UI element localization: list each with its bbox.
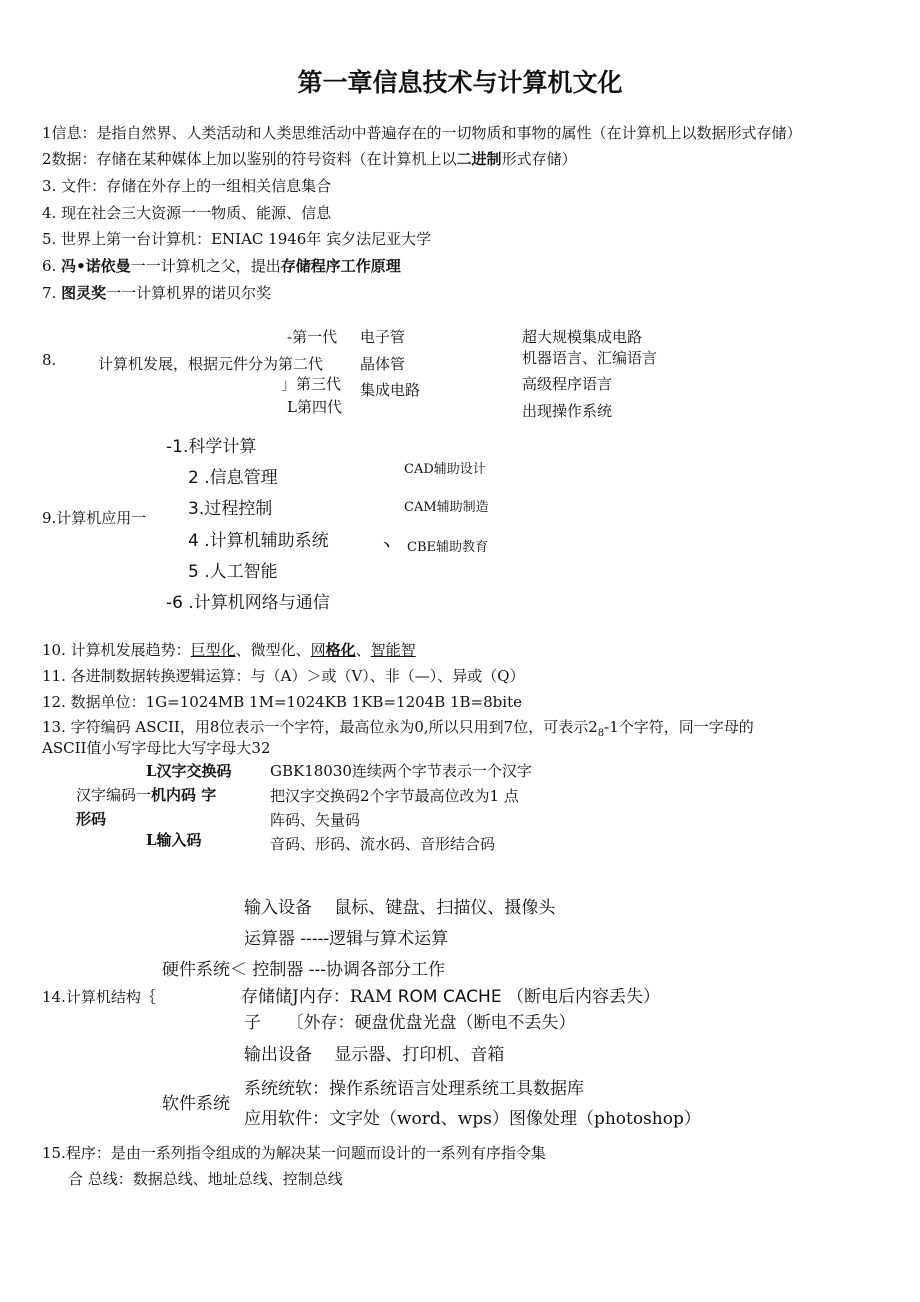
page-title: 第一章信息技术与计算机文化 [297, 68, 623, 97]
hanzi-lead-a: 汉字编码一 [76, 786, 152, 804]
s9-app2: 2 .信息管理 [188, 468, 278, 488]
s10-net-b: 格化 [325, 641, 356, 659]
s14-hw: 硬件系统＜ 控制器 ---协调各部分工作 [162, 960, 446, 980]
s8-gen4: L第四代 [287, 398, 342, 416]
s15-line1: 15.程序：是由一系列指令组成的为解决某一问题而设计的一系列有序指令集 [42, 1144, 546, 1162]
s14-mem [241, 989, 660, 1006]
s10-giant: 巨型化 [190, 641, 236, 659]
s14-input: 输入设备 鼠标、键盘、扫描仪、摄像头 [244, 898, 556, 918]
s12: 12. 数据单位：1G=1024MB 1M=1024KB 1KB=1204B 1B=8bite [42, 693, 522, 711]
item-5: 5. 世界上第一台计算机：ENIAC 1946年 宾夕法尼亚大学 [42, 230, 432, 248]
hanzi-val1: GBK18030连续两个字节表示一个汉字 [270, 762, 532, 780]
s14-output: 输出设备 显示器、打印机、音箱 [244, 1045, 505, 1065]
s8-right2: 机器语言、汇编语言 [522, 349, 658, 367]
s8-comp2: 晶体管 [360, 355, 406, 373]
item-2-tail: 形式存储） [501, 150, 577, 168]
hanzi-val3: 阵码、矢量码 [270, 811, 361, 829]
item-7-text: 一一计算机界的诺贝尔奖 [106, 284, 272, 302]
s8-lead: 计算机发展，根据元件分为第二代 [98, 355, 324, 373]
item-7-num: 7. [42, 284, 62, 302]
hanzi-lead [76, 788, 216, 803]
item-7 [42, 286, 271, 301]
s10-smart: 智能智 [370, 641, 416, 659]
s9-cbe: CBE辅助教育 [407, 540, 488, 555]
s9-app5: 5 .人工智能 [188, 562, 278, 582]
item-6 [42, 259, 401, 274]
hanzi-lead-c: 形码 [76, 810, 107, 828]
item-6-num: 6. [42, 257, 62, 275]
s8-right4: 出现操作系统 [522, 402, 613, 420]
s13-text-b: -1个字符，同一字母的 [604, 718, 754, 736]
s14-sw: 软件系统 [162, 1094, 230, 1114]
s10-net-a: 网 [310, 641, 326, 659]
item-6-principle: 存储程序工作原理 [280, 257, 401, 275]
s8-right3: 高级程序语言 [522, 375, 613, 393]
s8-comp1: 电子管 [360, 328, 406, 346]
s10-sep2: 、 [355, 641, 371, 659]
s14-mem-a: 存储储J内存：RAM [241, 987, 398, 1007]
s14-alu: 运算器 -----逻辑与算术运算 [244, 929, 449, 949]
s13-sub: 8 [597, 728, 605, 739]
s9-app4: 4 .计算机辅助系统 [188, 531, 329, 551]
s11: 11. 各进制数据转换逻辑运算：与（A）＞或（V）、非（—）、异或（Q） [42, 667, 525, 685]
item-1: 1信息：是指自然界、人类活动和人类思维活动中普遍存在的一切物质和事物的属性（在计算机上以数据形式存储） [42, 124, 802, 142]
item-6-name: 冯•诺依曼 [61, 257, 131, 275]
s8-right1: 超大规模集成电路 [522, 328, 643, 346]
s14-mem-b: ROM CACHE [397, 987, 502, 1007]
s15-line2: 合 总线：数据总线、地址总线、控制总线 [68, 1170, 343, 1188]
hanzi-val2: 把汉字交换码2个字节最高位改为1 点 [270, 787, 519, 805]
hanzi-key4: L输入码 [146, 831, 202, 849]
item-2 [42, 152, 577, 167]
item-7-name: 图灵奖 [61, 284, 107, 302]
s14-app-sw: 应用软件：文字处（word、wps）图像处理（photoshop） [244, 1109, 701, 1129]
s8-comp3: 集成电路 [360, 381, 421, 399]
s9-label: 9.计算机应用一 [42, 509, 147, 527]
s9-app1: -1.科学计算 [166, 437, 257, 457]
s10-sep1: 、微型化、 [235, 641, 311, 659]
item-4: 4. 现在社会三大资源一一物质、能源、信息 [42, 204, 332, 222]
item-6-text: 一一计算机之父，提出 [130, 257, 281, 275]
s10 [42, 643, 416, 658]
s14-label: 14.计算机结构｛ [42, 988, 156, 1006]
s9-tick: 丶 [380, 539, 394, 554]
s8-num: 8. [42, 351, 57, 369]
hanzi-lead-b: 机内码 字 [151, 786, 217, 804]
hanzi-val4: 音码、形码、流水码、音形结合码 [270, 835, 496, 853]
s9-cad: CAD辅助设计 [404, 462, 486, 477]
s14-sys-sw: 系统统软：操作系统语言处理系统工具数据库 [244, 1079, 584, 1099]
item-3: 3. 文件：存储在外存上的一组相关信息集合 [42, 177, 332, 195]
s8-gen3: 」第三代 [281, 375, 342, 393]
s14-mem-c: （断电后内容丢失） [501, 987, 660, 1007]
s10-lead: 10. 计算机发展趋势： [42, 641, 191, 659]
s9-app6: -6 .计算机网络与通信 [166, 593, 330, 613]
hanzi-key1: L汉字交换码 [146, 762, 232, 780]
item-2-text: 2数据：存储在某种媒体上加以鉴别的符号资料（在计算机上以 [42, 150, 457, 168]
s9-app3: 3.过程控制 [188, 499, 273, 519]
s13-text-a: 13. 字符编码 ASCII，用8位表示一个字符，最高位永为0,所以只用到7位，可表示2 [42, 718, 598, 736]
s14-ext: 子 〔外存：硬盘优盘光盘（断电不丢失） [244, 1013, 576, 1033]
s8-gen1: -第一代 [287, 328, 338, 346]
item-2-binary: 二进制 [456, 150, 502, 168]
s13-line1 [42, 720, 754, 739]
s13-line2: ASCII值小写字母比大写字母大32 [42, 739, 271, 757]
s9-cam: CAM辅助制造 [404, 500, 489, 515]
